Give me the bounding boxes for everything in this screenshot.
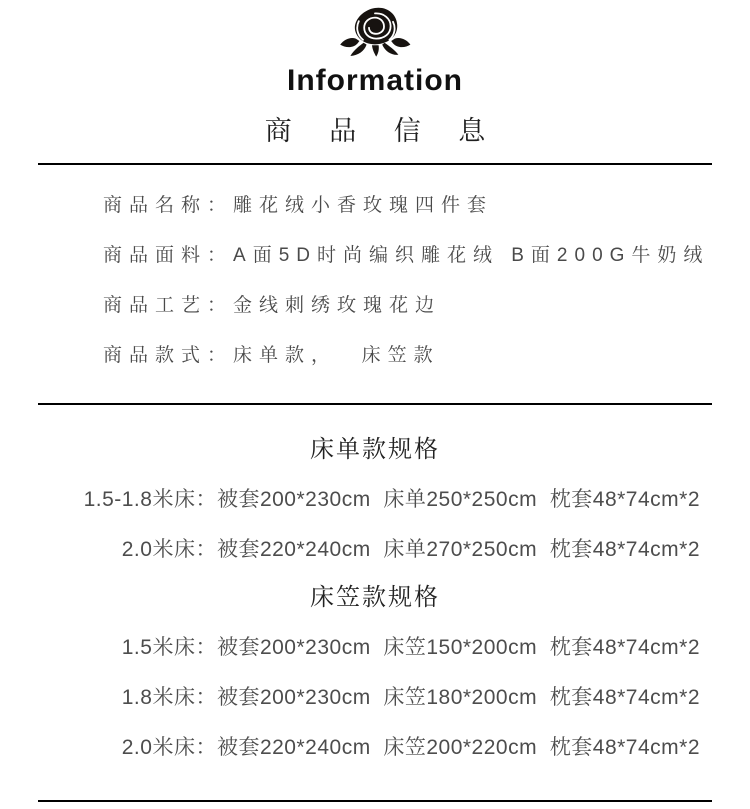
spec-row: 1.5米床：被套200*230cm 床笠150*200cm 枕套48*74cm*2 (121, 636, 700, 659)
spec-rows (0, 621, 750, 771)
info-value: 床单款， 床笠款 (233, 344, 440, 366)
page-title-zh: 商 品 信 息 (264, 116, 501, 146)
spec-row: 2.0米床：被套220*240cm 床单270*250cm 枕套48*74cm*2 (121, 538, 700, 561)
spec-rows (0, 473, 750, 573)
rose-icon (332, 5, 418, 59)
spec-section (0, 427, 750, 573)
spec-row: 2.0米床：被套220*240cm 床笠200*220cm 枕套48*74cm*2 (121, 736, 700, 759)
spec-sections (0, 405, 750, 771)
spec-section (0, 575, 750, 771)
spec-row: 1.8米床：被套200*230cm 床笠180*200cm 枕套48*74cm*2 (121, 686, 700, 709)
spec-heading: 床笠款规格 (310, 584, 440, 611)
info-value: A面5D时尚编织雕花绒 B面200G牛奶绒 (233, 244, 710, 266)
info-row (103, 228, 750, 278)
product-info-list (0, 165, 750, 391)
info-label: 商品工艺： (103, 294, 234, 316)
info-row (103, 278, 750, 328)
divider-bottom (38, 800, 712, 802)
info-row (103, 178, 750, 228)
spec-row: 1.5-1.8米床：被套200*230cm 床单250*250cm 枕套48*74cm*2 (83, 488, 700, 511)
info-value: 雕花绒小香玫瑰四件套 (233, 194, 494, 216)
info-value: 金线刺绣玫瑰花边 (233, 294, 442, 316)
info-label: 商品名称： (103, 194, 234, 216)
page-title-en: Information (287, 64, 463, 97)
info-label: 商品款式： (103, 344, 234, 366)
info-row (103, 328, 750, 378)
spec-heading: 床单款规格 (310, 436, 440, 463)
info-label: 商品面料： (103, 244, 234, 266)
page-header (0, 0, 750, 148)
